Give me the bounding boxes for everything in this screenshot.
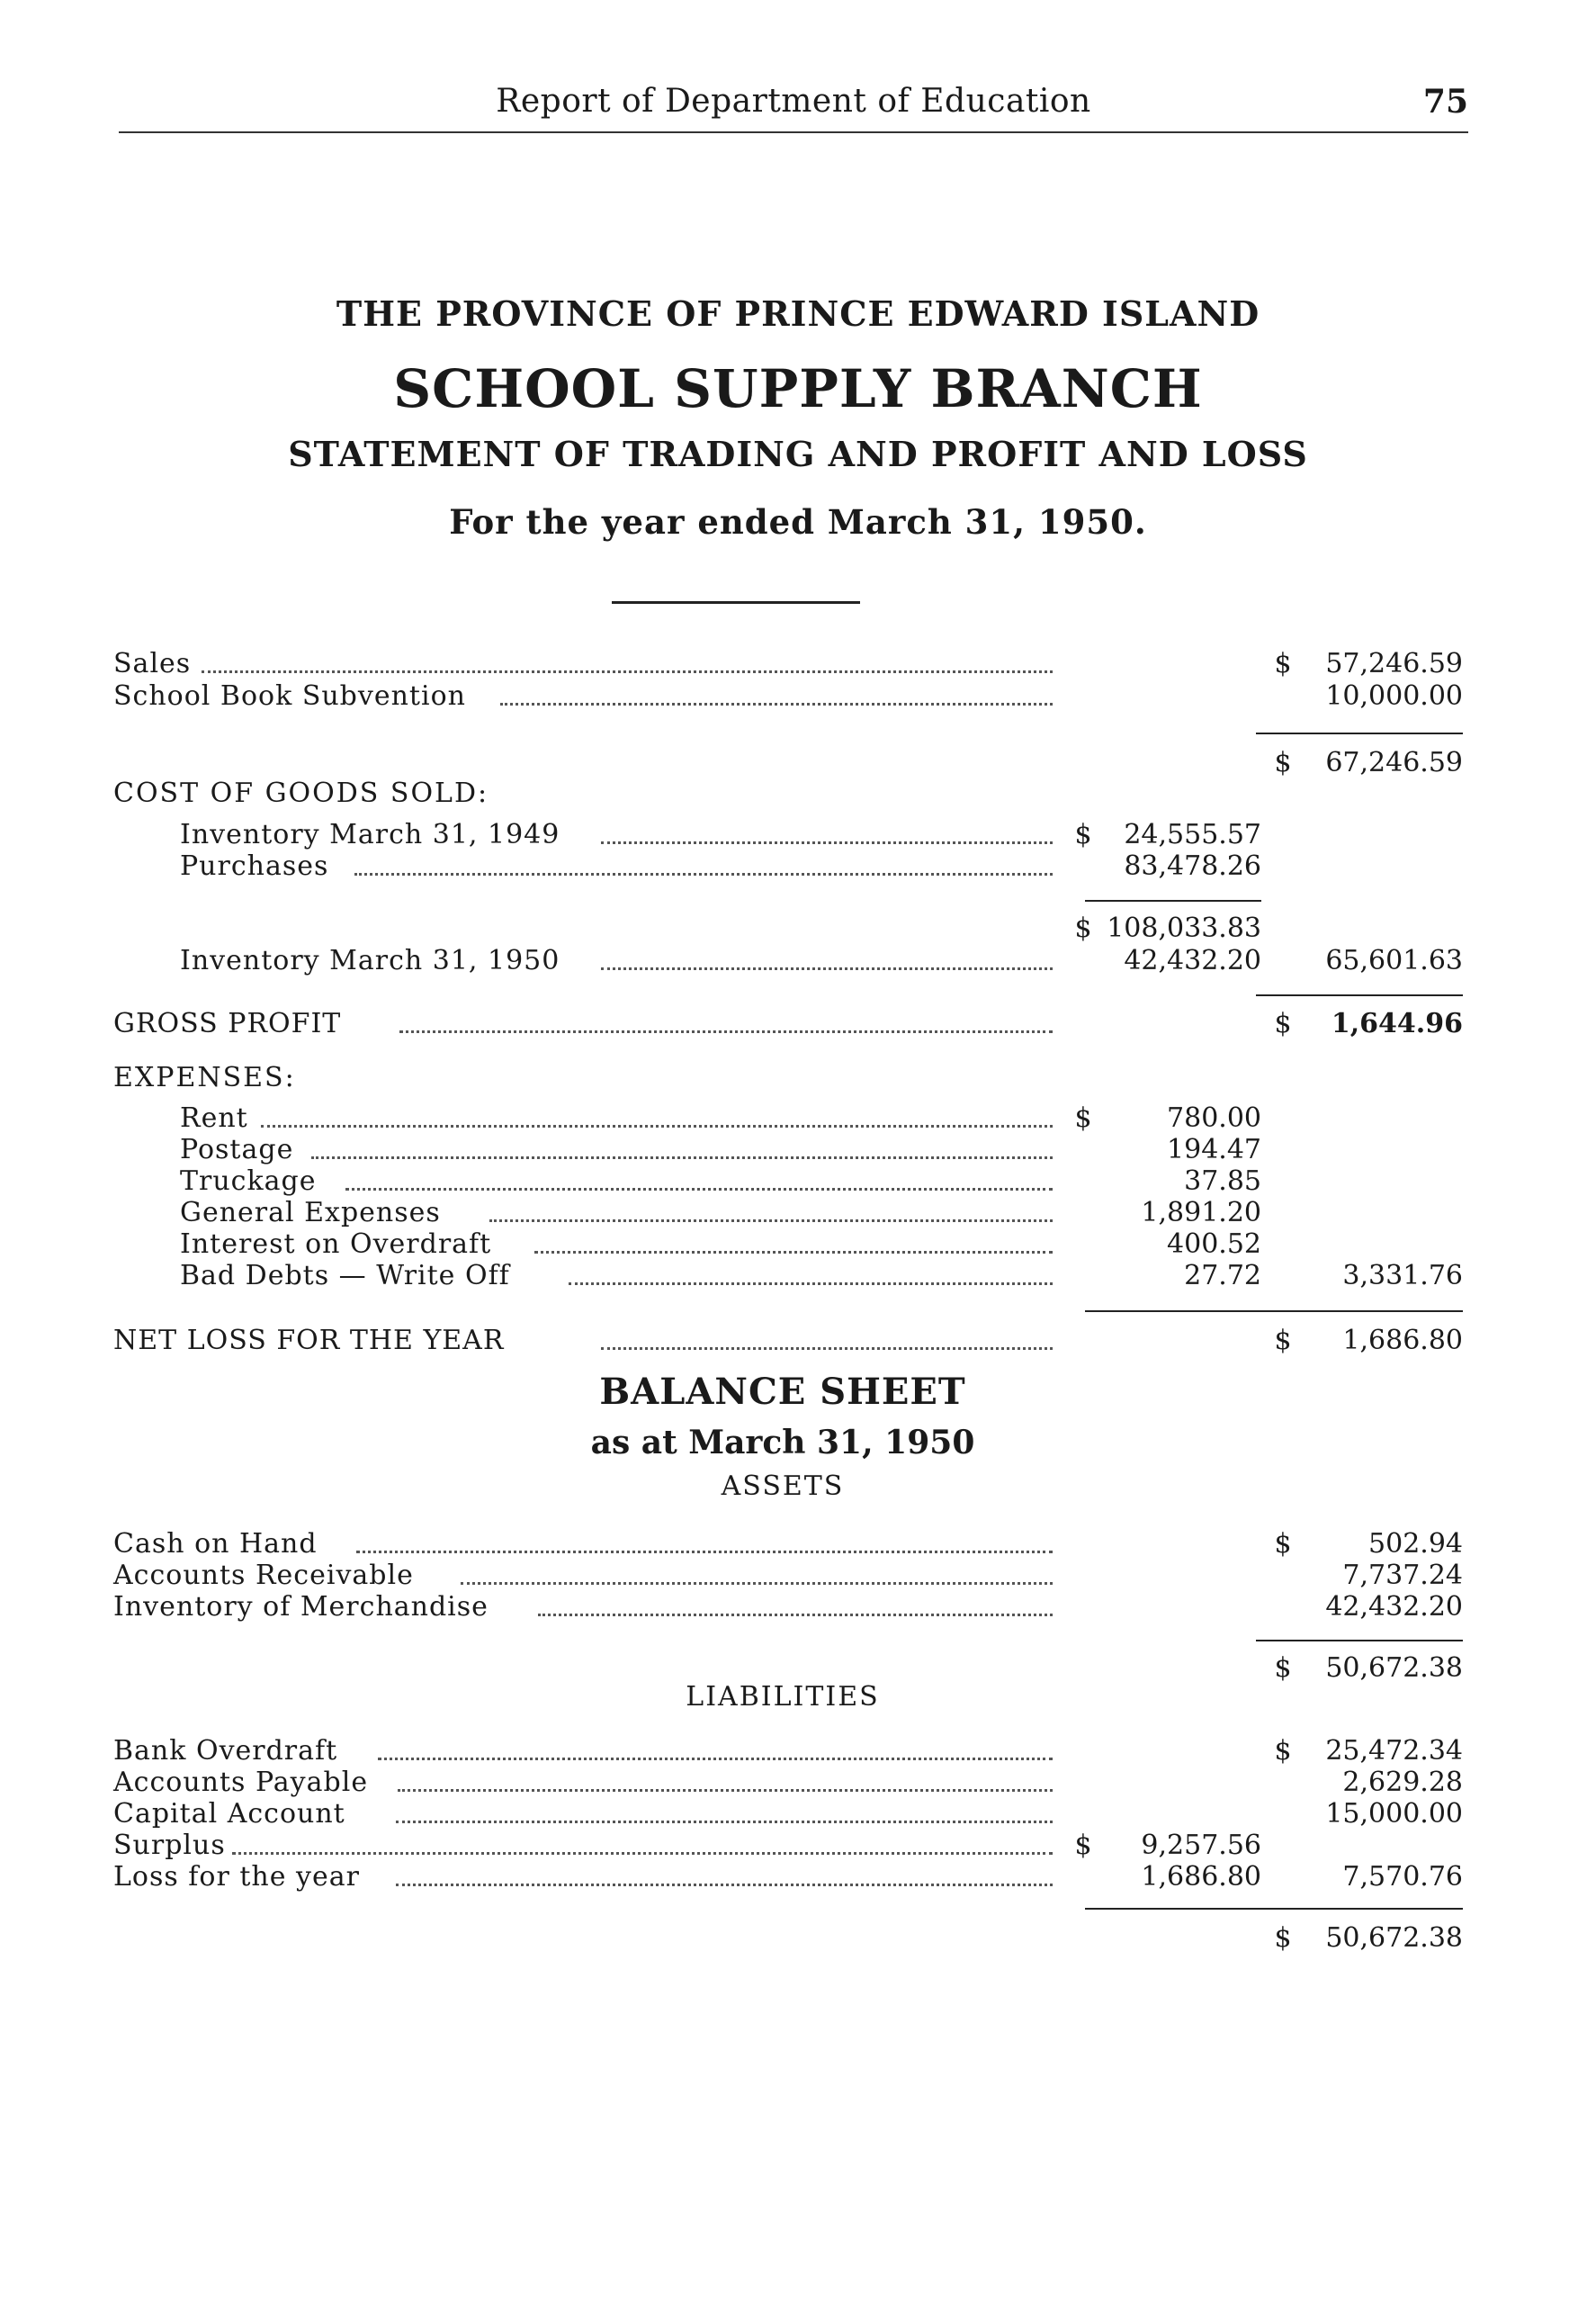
row-net-loss: [0, 1325, 1596, 1357]
row-label: Purchases: [180, 850, 329, 882]
currency-sign: $: [1274, 1325, 1292, 1356]
row-label: Rent: [180, 1102, 248, 1134]
row-inventory-1949: [0, 819, 1596, 851]
row-label: Surplus: [113, 1830, 226, 1861]
title-branch: SCHOOL SUPPLY BRANCH: [393, 358, 1203, 419]
rule: [1085, 900, 1261, 902]
leader-dots: [398, 1767, 1053, 1799]
row-asset: [0, 1591, 1596, 1623]
amount: 10,000.00: [1325, 680, 1463, 712]
amount: 57,246.59: [1325, 648, 1463, 679]
amount: 1,891.20: [1141, 1197, 1261, 1228]
row-label: Loss for the year: [113, 1861, 360, 1893]
assets-heading: ASSETS: [721, 1470, 845, 1502]
rule: [1256, 994, 1463, 996]
amount: 27.72: [1184, 1260, 1261, 1291]
cogs-heading: COST OF GOODS SOLD:: [113, 778, 489, 809]
row-asset: [0, 1528, 1596, 1560]
row-expense: [0, 1165, 1596, 1198]
title-divider: [612, 601, 860, 604]
row-expense: [0, 1197, 1596, 1229]
leader-dots: [489, 1197, 1053, 1229]
row-inventory-1950: [0, 945, 1596, 977]
amount: 1,644.96: [1331, 1008, 1463, 1039]
row-label: Sales: [113, 648, 192, 679]
amount: 50,672.38: [1325, 1922, 1463, 1954]
amount: 83,478.26: [1124, 850, 1261, 882]
currency-sign: $: [1074, 1102, 1092, 1134]
leader-dots: [396, 1798, 1053, 1830]
row-label: Postage: [180, 1134, 294, 1165]
leader-dots: [601, 1325, 1053, 1357]
expenses-heading: EXPENSES:: [113, 1062, 296, 1093]
amount: 24,555.57: [1124, 819, 1261, 850]
running-header: [119, 83, 1468, 131]
liabilities-heading: LIABILITIES: [686, 1681, 880, 1713]
header-rule: [119, 131, 1468, 133]
amount: 7,570.76: [1342, 1861, 1463, 1893]
row-label: General Expenses: [180, 1197, 441, 1228]
rule: [1085, 1310, 1463, 1312]
row-label: Inventory March 31, 1950: [180, 945, 560, 976]
row-subvention: [0, 680, 1596, 713]
currency-sign: $: [1274, 1008, 1292, 1039]
amount: 50,672.38: [1325, 1652, 1463, 1684]
leader-dots: [569, 1260, 1053, 1292]
leader-dots: [232, 1830, 1053, 1862]
amount: 194.47: [1167, 1134, 1261, 1165]
total-amount: 65,601.63: [1325, 945, 1463, 976]
row-label: Inventory of Merchandise: [113, 1591, 489, 1623]
row-liability: [0, 1830, 1596, 1862]
row-label: Cash on Hand: [113, 1528, 318, 1560]
row-label: Bad Debts — Write Off: [180, 1260, 510, 1291]
row-liability: [0, 1861, 1596, 1893]
leader-dots: [354, 850, 1053, 883]
row-asset: [0, 1560, 1596, 1592]
leader-dots: [534, 1228, 1053, 1261]
currency-sign: $: [1274, 1528, 1292, 1560]
currency-sign: $: [1074, 913, 1092, 944]
row-label: Inventory March 31, 1949: [180, 819, 560, 850]
row-expense: [0, 1260, 1596, 1292]
total-amount: 3,331.76: [1342, 1260, 1463, 1291]
leader-dots: [202, 648, 1053, 680]
row-sales: [0, 648, 1596, 680]
leader-dots: [538, 1591, 1053, 1623]
leader-dots: [356, 1528, 1053, 1560]
amount: 42,432.20: [1124, 945, 1261, 976]
currency-sign: $: [1074, 1830, 1092, 1861]
inner-amount: 9,257.56: [1141, 1830, 1261, 1861]
amount: 15,000.00: [1325, 1798, 1463, 1830]
running-title: Report of Department of Education: [496, 83, 1091, 120]
currency-sign: $: [1274, 648, 1292, 679]
amount: 502.94: [1368, 1528, 1463, 1560]
leader-dots: [601, 945, 1053, 977]
row-expense: [0, 1102, 1596, 1135]
row-purchases: [0, 850, 1596, 883]
leader-dots: [345, 1165, 1053, 1198]
amount: 67,246.59: [1325, 747, 1463, 778]
balance-sheet-title: BALANCE SHEET: [599, 1371, 966, 1413]
row-expense: [0, 1228, 1596, 1261]
balance-sheet-date: as at March 31, 1950: [590, 1424, 975, 1461]
row-label: Capital Account: [113, 1798, 345, 1830]
amount: 25,472.34: [1325, 1735, 1463, 1767]
leader-dots: [461, 1560, 1053, 1592]
leader-dots: [396, 1861, 1053, 1893]
row-label: NET LOSS FOR THE YEAR: [113, 1325, 505, 1356]
amount: 780.00: [1167, 1102, 1261, 1134]
row-label: Bank Overdraft: [113, 1735, 338, 1767]
currency-sign: $: [1274, 1652, 1292, 1684]
row-expense: [0, 1134, 1596, 1166]
row-label: GROSS PROFIT: [113, 1008, 342, 1039]
row-total-sales: [0, 747, 1596, 779]
amount: 7,737.24: [1342, 1560, 1463, 1591]
page-number: 75: [1422, 83, 1468, 121]
amount: 108,033.83: [1107, 913, 1261, 944]
amount: 1,686.80: [1342, 1325, 1463, 1356]
title-statement: STATEMENT OF TRADING AND PROFIT AND LOSS: [288, 434, 1308, 474]
amount: 42,432.20: [1325, 1591, 1463, 1623]
amount: 37.85: [1184, 1165, 1261, 1197]
row-liability: [0, 1767, 1596, 1799]
leader-dots: [500, 680, 1053, 713]
amount: 2,629.28: [1342, 1767, 1463, 1798]
rule: [1256, 1640, 1463, 1641]
currency-sign: $: [1274, 1735, 1292, 1767]
row-liability: [0, 1798, 1596, 1830]
currency-sign: $: [1074, 819, 1092, 850]
row-label: Accounts Receivable: [113, 1560, 414, 1591]
leader-dots: [311, 1134, 1053, 1166]
row-label: Accounts Payable: [113, 1767, 369, 1798]
amount: 400.52: [1167, 1228, 1261, 1260]
title-province: THE PROVINCE OF PRINCE EDWARD ISLAND: [336, 293, 1260, 334]
leader-dots: [261, 1102, 1053, 1135]
leader-dots: [378, 1735, 1053, 1767]
leader-dots: [399, 1008, 1053, 1040]
currency-sign: $: [1274, 747, 1292, 778]
title-period: For the year ended March 31, 1950.: [449, 502, 1147, 542]
row-liabilities-total: [0, 1922, 1596, 1955]
leader-dots: [601, 819, 1053, 851]
inner-amount: 1,686.80: [1141, 1861, 1261, 1893]
rule: [1256, 733, 1463, 734]
row-cogs-subtotal: [0, 913, 1596, 945]
row-assets-total: [0, 1652, 1596, 1685]
currency-sign: $: [1274, 1922, 1292, 1954]
row-label: School Book Subvention: [113, 680, 466, 712]
row-label: Interest on Overdraft: [180, 1228, 492, 1260]
row-liability: [0, 1735, 1596, 1767]
rule: [1085, 1908, 1463, 1910]
row-label: Truckage: [180, 1165, 317, 1197]
row-gross-profit: [0, 1008, 1596, 1040]
